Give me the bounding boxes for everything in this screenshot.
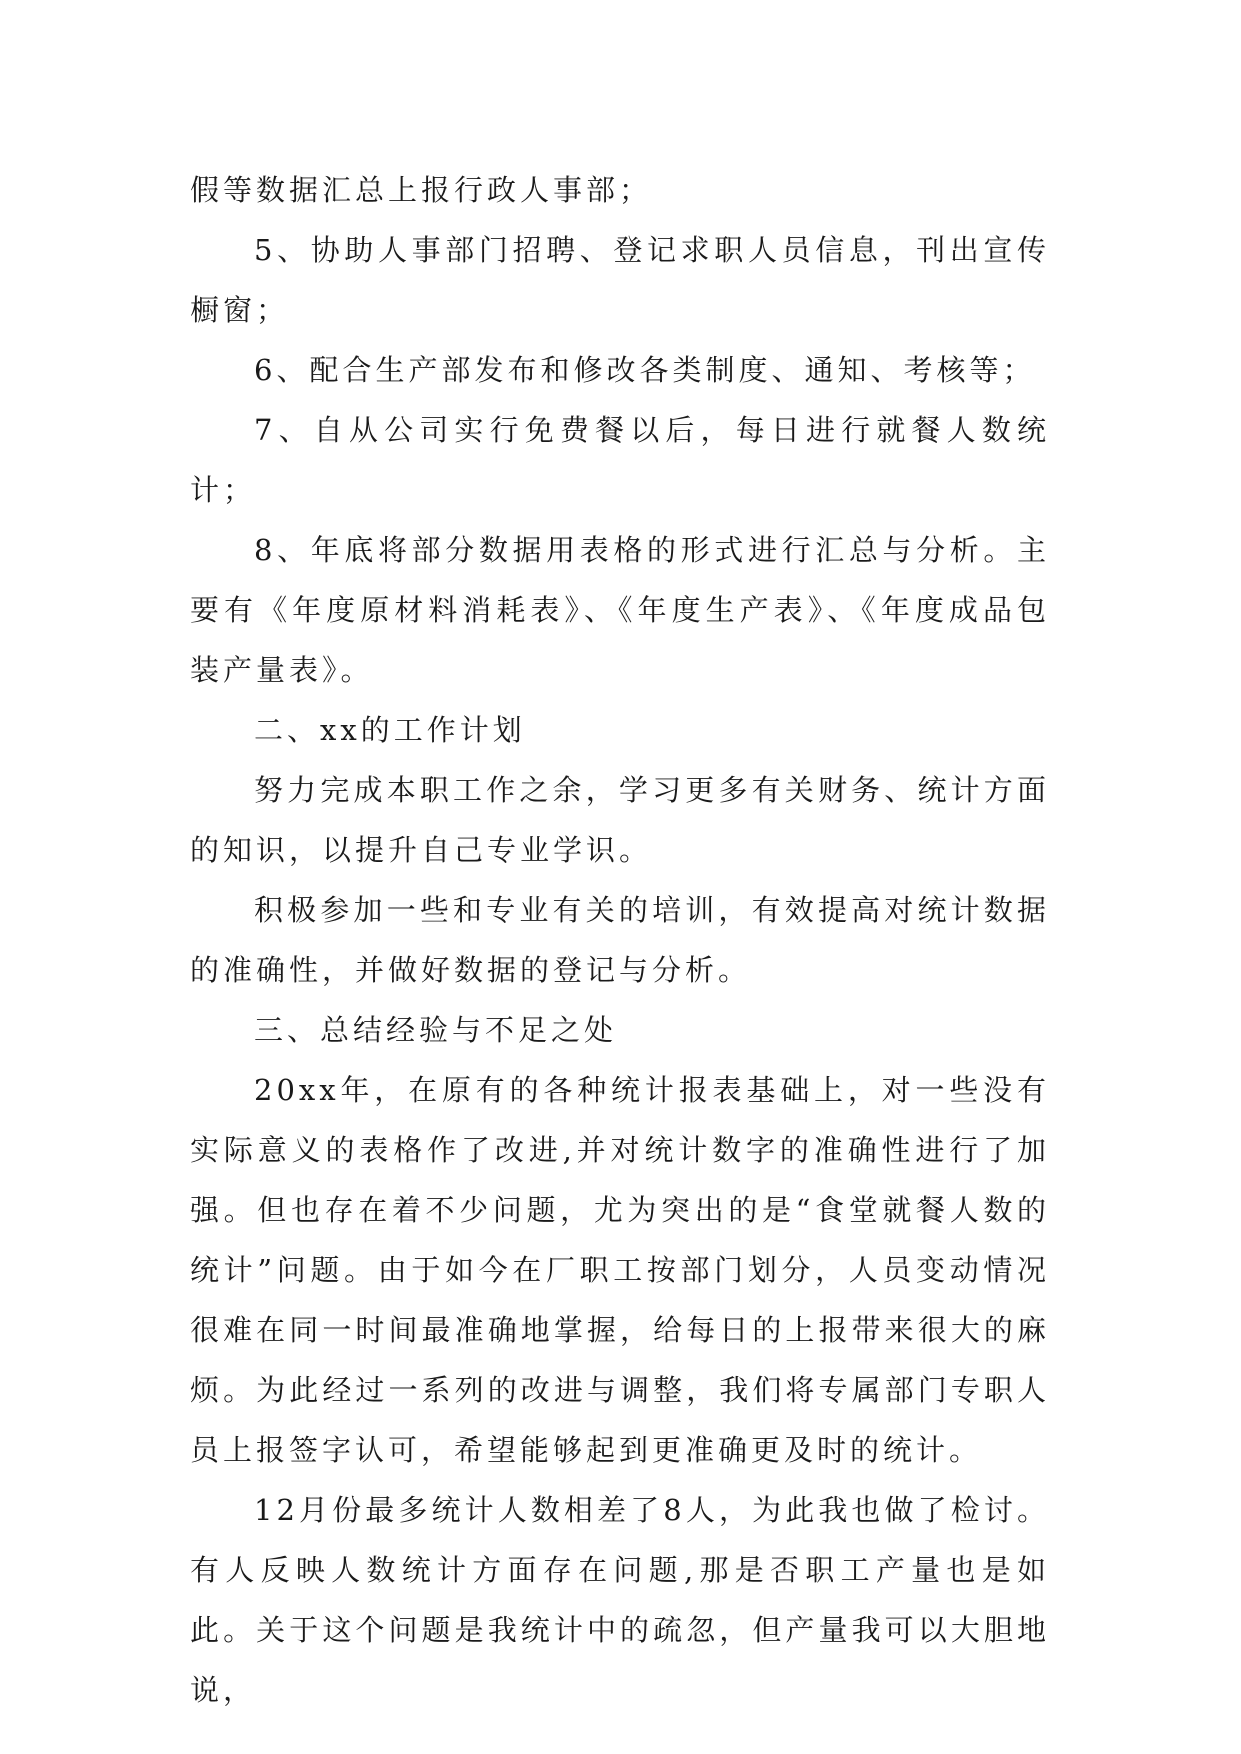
list-item-5: 5、协助人事部门招聘、登记求职人员信息，刊出宣传橱窗； — [190, 233, 1050, 327]
section-heading-summary: 三、总结经验与不足之处 — [254, 1013, 618, 1047]
paragraph-continuation: 假等数据汇总上报行政人事部； — [190, 173, 653, 207]
paragraph-study: 努力完成本职工作之余，学习更多有关财务、统计方面的知识，以提升自己专业学识。 — [190, 773, 1050, 867]
paragraph-training: 积极参加一些和专业有关的培训，有效提高对统计数据的准确性，并做好数据的登记与分析。 — [190, 893, 1050, 987]
section-heading-work-plan: 二、xx的工作计划 — [254, 713, 526, 747]
paragraph-december: 12月份最多统计人数相差了8人，为此我也做了检讨。有人反映人数统计方面存在问题,那是否职工产量也是如此。关于这个问题是我统计中的疏忽，但产量我可以大胆地说， — [190, 1493, 1050, 1707]
document-body — [190, 160, 1050, 1720]
list-item-7: 7、自从公司实行免费餐以后，每日进行就餐人数统计； — [190, 413, 1050, 507]
list-item-8: 8、年底将部分数据用表格的形式进行汇总与分析。主要有《年度原材料消耗表》、《年度生产表》、《年度成品包装产量表》。 — [190, 533, 1050, 687]
list-item-6: 6、配合生产部发布和修改各类制度、通知、考核等； — [254, 353, 1036, 387]
paragraph-improvements: 20xx年，在原有的各种统计报表基础上，对一些没有实际意义的表格作了改进,并对统计数字的准确性进行了加强。但也存在着不少问题，尤为突出的是“食堂就餐人数的统计”问题。由于如今在厂职工按部门划分，人员变动情况很难在同一时间最准确地掌握，给每日的上报带来很大的麻烦。为此经过一系列的改进与调整，我们将专属部门专职人员上报签字认可，希望能够起到更准确更及时的统计。 — [190, 1073, 1050, 1467]
